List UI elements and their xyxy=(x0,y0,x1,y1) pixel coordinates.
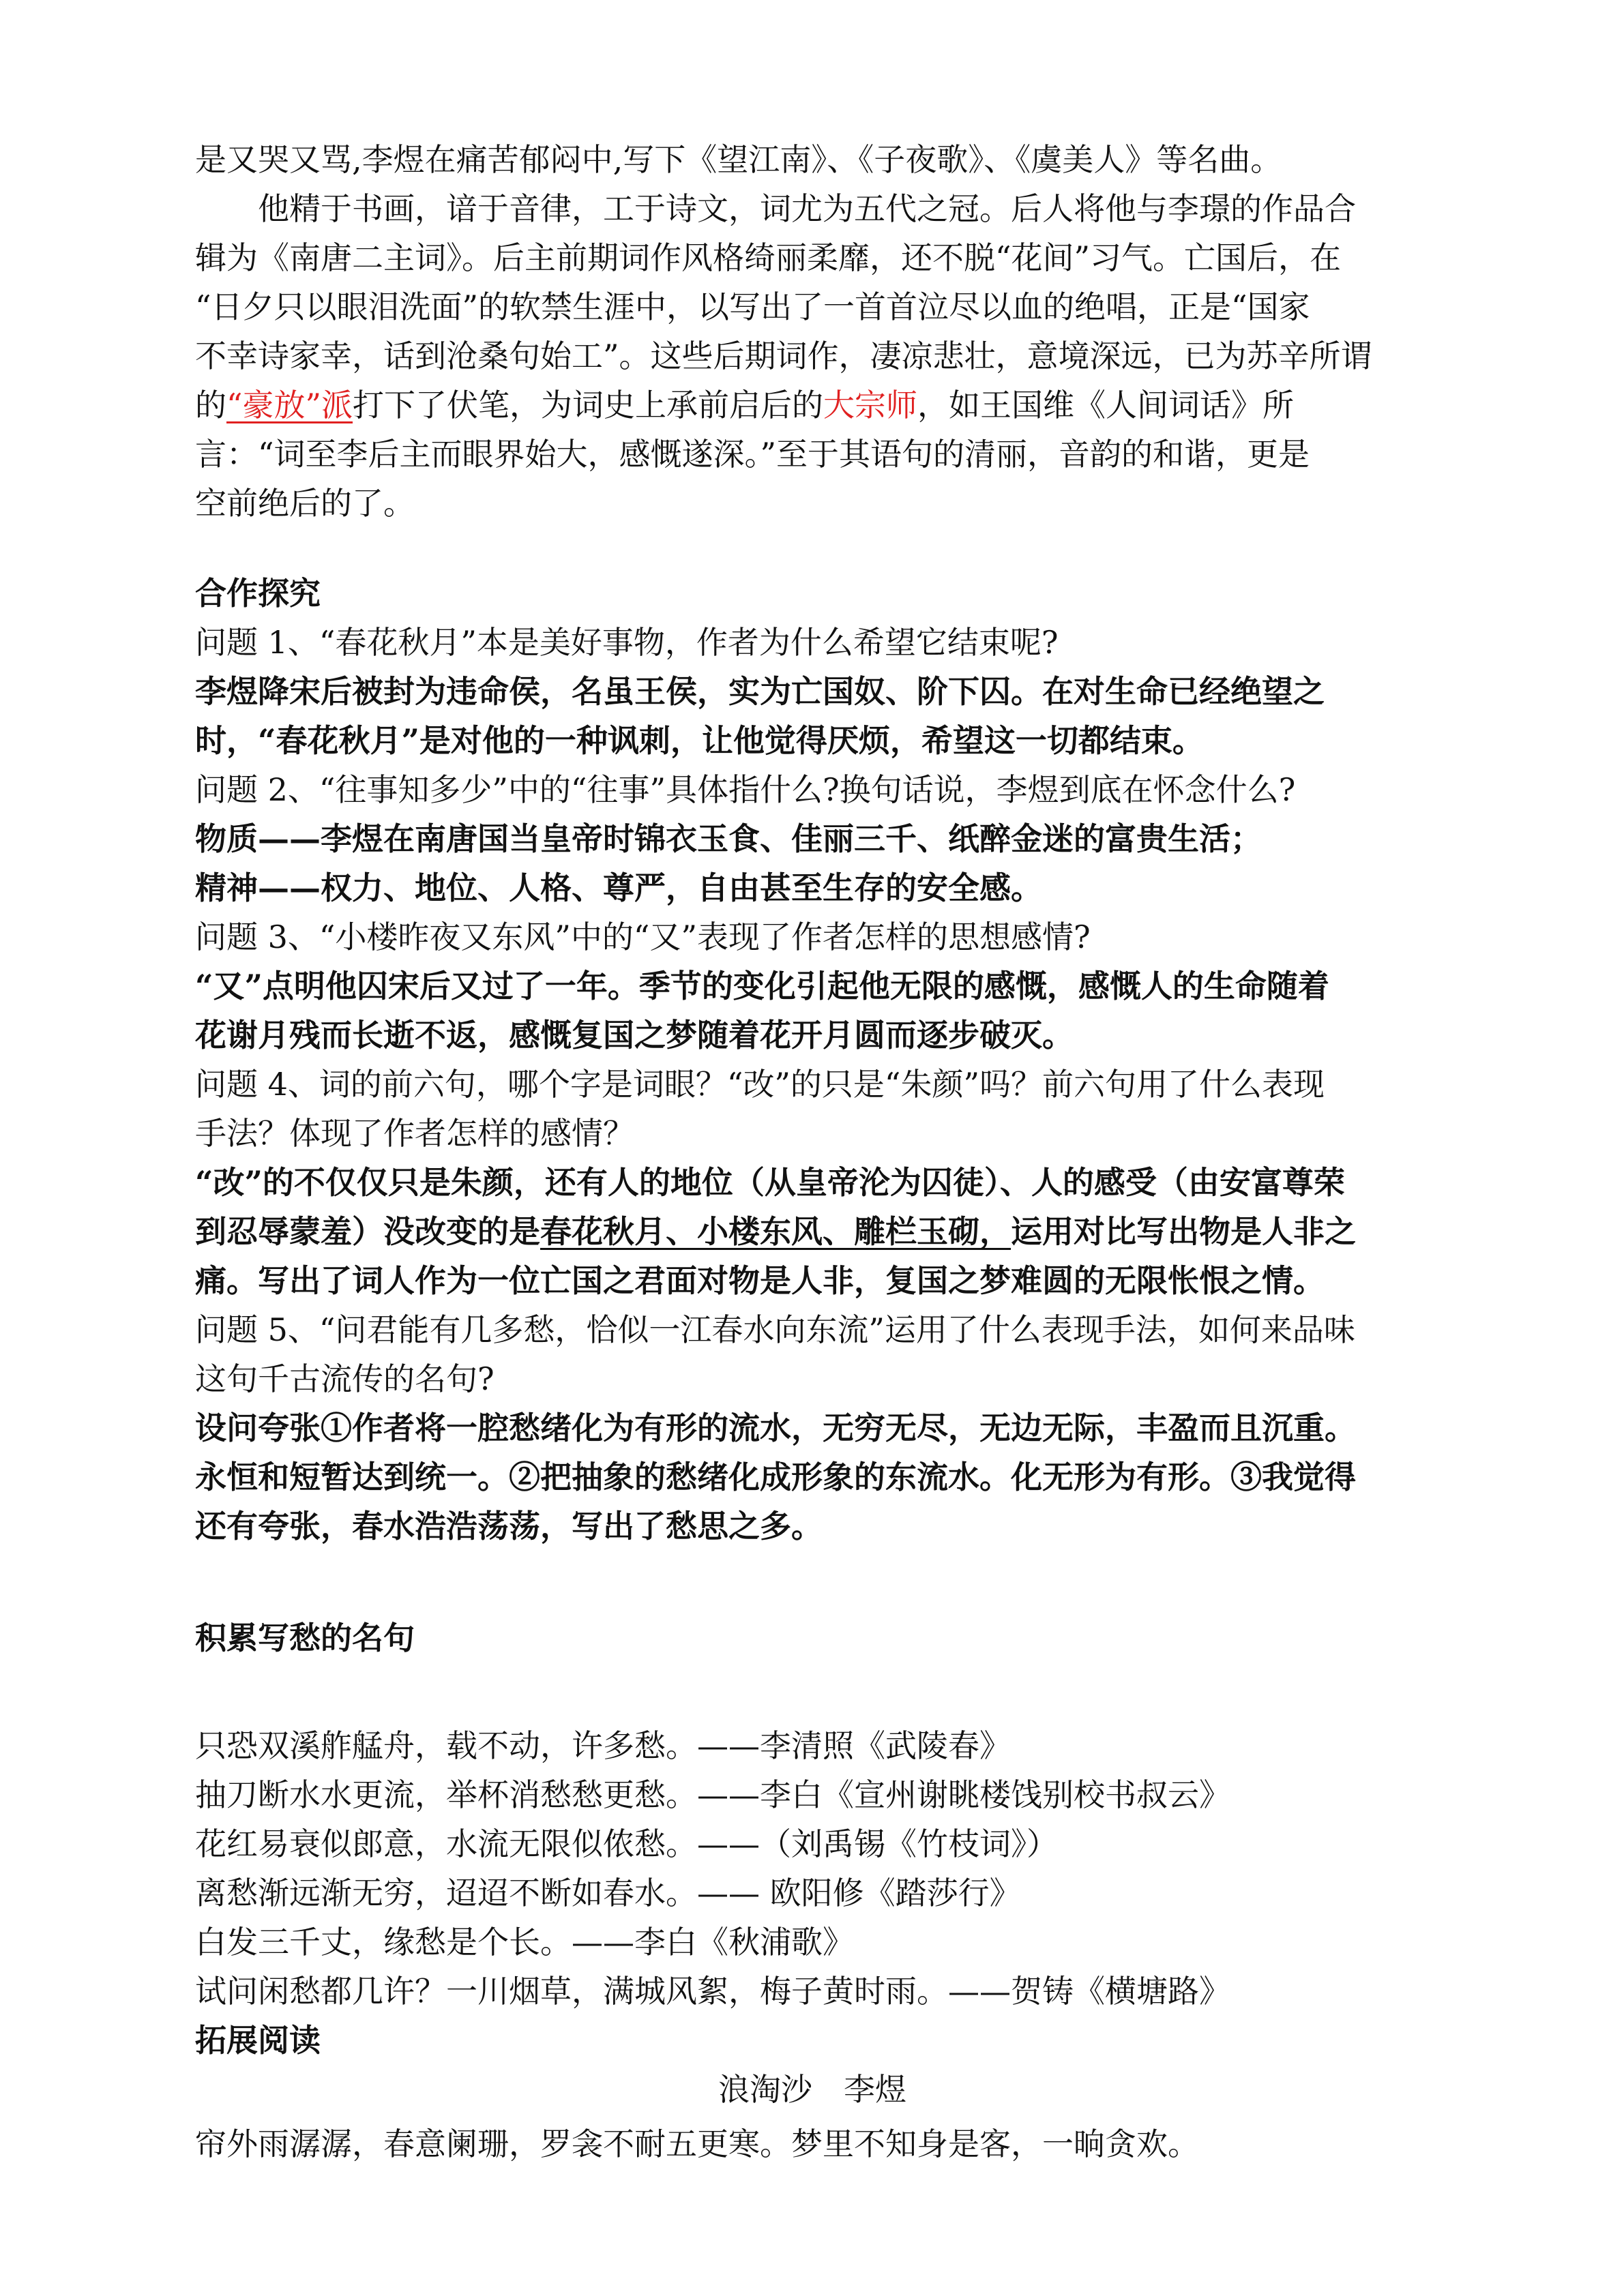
quote-item: 离愁渐远渐无穷，迢迢不断如春水。—— 欧阳修《踏莎行》 xyxy=(195,1875,1021,1911)
answer-5: 还有夸张，春水浩浩荡荡，写出了愁思之多。 xyxy=(195,1508,823,1545)
bio-line: 言：“词至李后主而眼界始大，感慨遂深。”至于其语句的清丽，音韵的和谐，更是 xyxy=(195,436,1310,473)
quote-item: 花红易衰似郎意，水流无限似侬愁。——（刘禹锡《竹枝词》） xyxy=(195,1825,1058,1862)
bio-line: “日夕只以眼泪洗面”的软禁生涯中，以写出了一首首泣尽以血的绝唱，正是“国家 xyxy=(195,288,1310,325)
answer-text: 运用对比写出物是人非之 xyxy=(1011,1213,1356,1250)
answer-1: 时，“春花秋月”是对他的一种讽刺，让他觉得厌烦，希望这一切都结束。 xyxy=(195,722,1204,759)
answer-4 xyxy=(195,1207,1430,1256)
section-heading: 拓展阅读 xyxy=(195,2022,321,2059)
bio-line-with-links xyxy=(195,381,1430,430)
question-3: 问题 3、“小楼昨夜又东风”中的“又”表现了作者怎样的思想感情? xyxy=(195,919,1091,955)
quote-item: 只恐双溪舴艋舟，载不动，许多愁。——李清照《武陵春》 xyxy=(195,1727,1011,1764)
question-5: 问题 5、“问君能有几多愁，恰似一江春水向东流”运用了什么表现手法，如何来品味 xyxy=(195,1311,1355,1348)
question-4: 手法？体现了作者怎样的感情？ xyxy=(195,1115,634,1152)
bio-line: 空前绝后的了。 xyxy=(195,485,415,522)
answer-3: 花谢月残而长逝不返，感慨复国之梦随着花开月圆而逐步破灭。 xyxy=(195,1017,1074,1054)
quote-list xyxy=(195,1721,1430,2016)
spacer xyxy=(195,1551,1430,1613)
answer-3: “又”点明他囚宋后又过了一年。季节的变化引起他无限的感慨，感慨人的生命随着 xyxy=(195,968,1329,1004)
question-4: 问题 4、词的前六句，哪个字是词眼？“改”的只是“朱颜”吗？前六句用了什么表现 xyxy=(195,1066,1325,1103)
question-5: 这句千古流传的名句? xyxy=(195,1360,494,1397)
bio-text: 的 xyxy=(195,387,226,423)
quotes-section xyxy=(195,1613,1430,2016)
question-2: 问题 2、“往事知多少”中的“往事”具体指什么?换句话说，李煜到底在怀念什么? xyxy=(195,771,1296,808)
quote-item: 试问闲愁都几许？一川烟草，满城风絮，梅子黄时雨。——贺铸《横塘路》 xyxy=(195,1973,1230,2010)
quote-item: 抽刀断水水更流，举杯消愁愁更愁。——李白《宣州谢眺楼饯别校书叔云》 xyxy=(195,1776,1230,1813)
bio-line: 不幸诗家幸，话到沧桑句始工”。这些后期词作，凄凉悲壮，意境深远，已为苏辛所谓 xyxy=(195,338,1372,374)
bio-line: 是又哭又骂,李煜在痛苦郁闷中,写下《望江南》、《子夜歌》、《虞美人》等名曲。 xyxy=(195,141,1282,178)
spacer xyxy=(195,528,1430,569)
answer-2: 精神——权力、地位、人格、尊严，自由甚至生存的安全感。 xyxy=(195,869,1042,906)
answer-4: “改”的不仅仅只是朱颜，还有人的地位（从皇帝沦为囚徒）、人的感受（由安富尊荣 xyxy=(195,1164,1345,1201)
extended-reading-section xyxy=(195,2016,1430,2168)
haofang-school-link[interactable]: “豪放”派 xyxy=(226,387,353,423)
answer-2: 物质——李煜在南唐国当皇帝时锦衣玉食、佳丽三千、纸醉金迷的富贵生活； xyxy=(195,820,1262,857)
spacer xyxy=(195,1663,1430,1721)
answer-5: 永恒和短暂达到统一。②把抽象的愁绪化成形象的东流水。化无形为有形。③我觉得 xyxy=(195,1459,1356,1495)
answer-1: 李煜降宋后被封为违命侯，名虽王侯，实为亡国奴、阶下囚。在对生命已经绝望之 xyxy=(195,673,1325,710)
poem-line: 帘外雨潺潺，春意阑珊，罗衾不耐五更寒。梦里不知身是客，一晌贪欢。 xyxy=(195,2126,1199,2162)
answer-text: 到忍辱蒙羞）没改变的是 xyxy=(195,1213,540,1250)
poem-title: 浪淘沙 李煜 xyxy=(718,2071,906,2108)
grand-master-link[interactable]: 大宗师 xyxy=(823,387,918,423)
section-heading: 积累写愁的名句 xyxy=(195,1620,415,1656)
bio-line: 辑为《南唐二主词》。后主前期词作风格绮丽柔靡，还不脱“花间”习气。亡国后，在 xyxy=(195,239,1342,276)
bio-text: 打下了伏笔，为词史上承前启后的 xyxy=(353,387,824,423)
question-1: 问题 1、“春花秋月”本是美好事物，作者为什么希望它结束呢? xyxy=(195,624,1059,661)
document-page xyxy=(195,135,1430,2168)
cooperation-section xyxy=(195,569,1430,1551)
underlined-unchanged-things: 春花秋月、小楼东风、雕栏玉砌， xyxy=(540,1213,1011,1250)
answer-5: 设问夸张①作者将一腔愁绪化为有形的流水，无穷无尽，无边无际，丰盈而且沉重。 xyxy=(195,1410,1356,1446)
answer-4: 痛。写出了词人作为一位亡国之君面对物是人非，复国之梦难圆的无限怅恨之情。 xyxy=(195,1262,1325,1299)
quote-item: 白发三千丈，缘愁是个长。——李白《秋浦歌》 xyxy=(195,1924,854,1960)
section-heading: 合作探究 xyxy=(195,575,321,612)
bio-section xyxy=(195,135,1430,528)
bio-line: 他精于书画，谙于音律，工于诗文，词尤为五代之冠。后人将他与李璟的作品合 xyxy=(258,190,1356,227)
bio-text: ，如王国维《人间词话》所 xyxy=(917,387,1295,423)
